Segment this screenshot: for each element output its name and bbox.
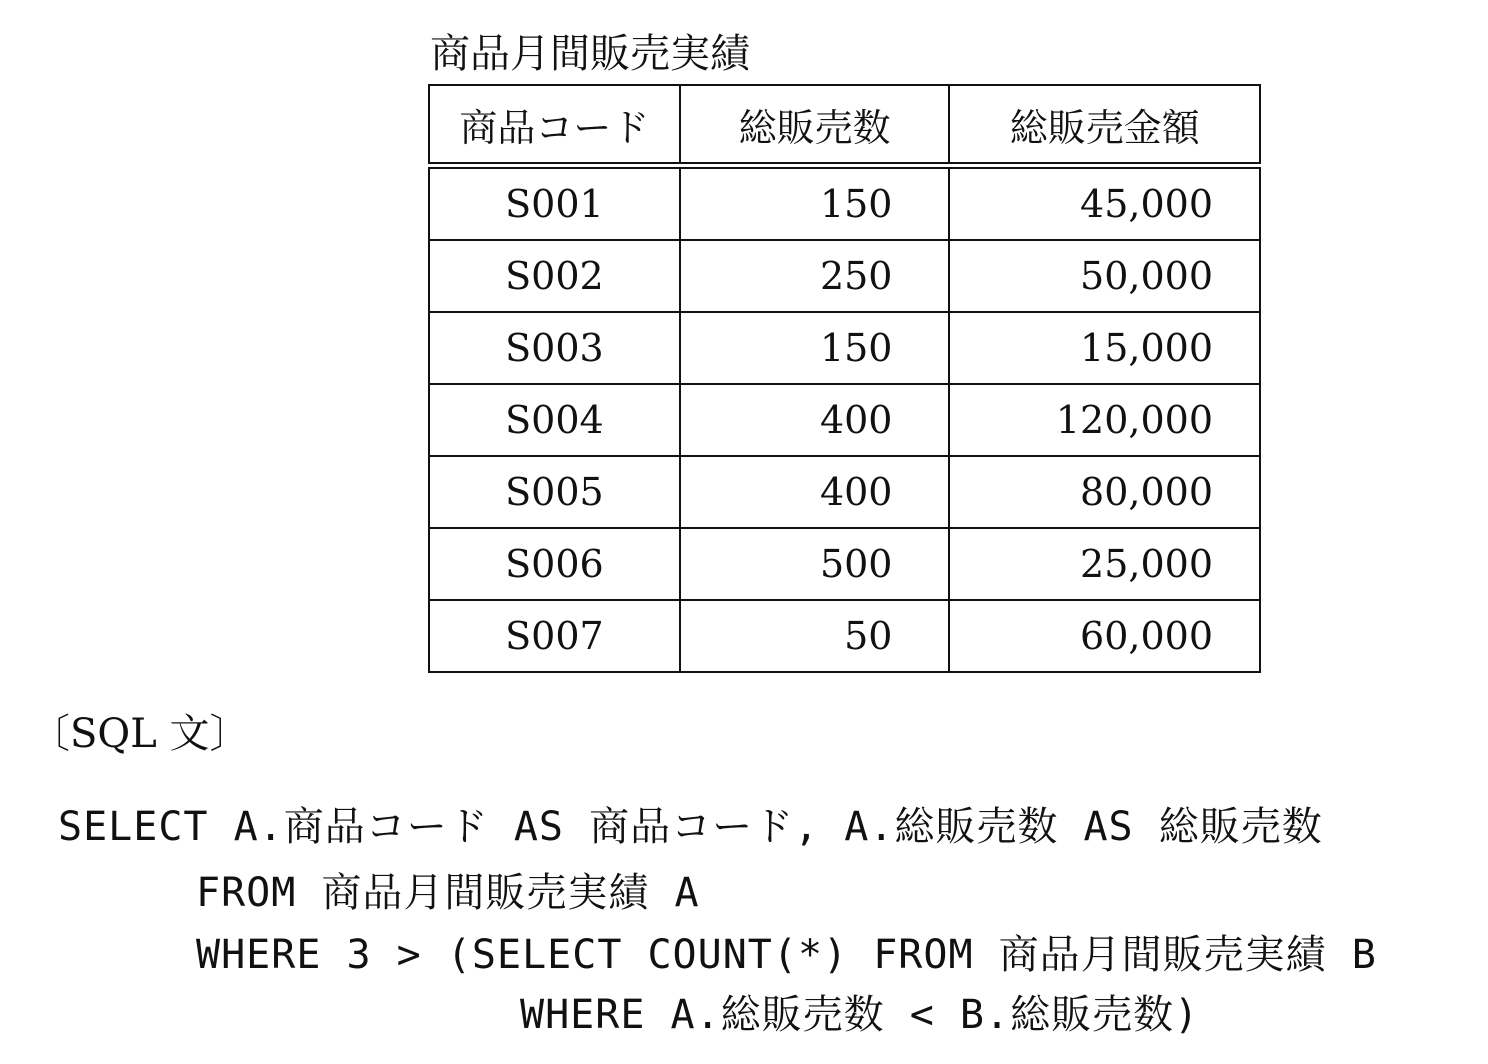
cell-total-quantity: 150 xyxy=(680,312,950,384)
table-row xyxy=(429,528,1260,600)
cell-total-quantity: 50 xyxy=(680,600,950,672)
cell-total-amount: 25,000 xyxy=(949,528,1260,600)
cell-total-quantity: 400 xyxy=(680,456,950,528)
table-row xyxy=(429,240,1260,312)
table-row xyxy=(429,384,1260,456)
header-product-code: 商品コード xyxy=(429,85,680,166)
table-row xyxy=(429,600,1260,672)
header-total-amount: 総販売金額 xyxy=(949,85,1260,166)
sales-table xyxy=(428,84,1261,673)
sql-line-where: WHERE 3 > (SELECT COUNT(*) FROM 商品月間販売実績 B xyxy=(196,932,1377,978)
cell-total-quantity: 400 xyxy=(680,384,950,456)
sql-line-from: FROM 商品月間販売実績 A xyxy=(196,870,700,916)
sql-line-select: SELECT A.商品コード AS 商品コード, A.総販売数 AS 総販売数 xyxy=(58,804,1323,850)
cell-product-code: S003 xyxy=(429,312,680,384)
cell-product-code: S002 xyxy=(429,240,680,312)
cell-total-amount: 60,000 xyxy=(949,600,1260,672)
cell-total-quantity: 150 xyxy=(680,166,950,241)
table-row xyxy=(429,166,1260,241)
cell-product-code: S004 xyxy=(429,384,680,456)
cell-total-amount: 50,000 xyxy=(949,240,1260,312)
table-row xyxy=(429,312,1260,384)
cell-total-quantity: 500 xyxy=(680,528,950,600)
cell-total-amount: 80,000 xyxy=(949,456,1260,528)
cell-product-code: S005 xyxy=(429,456,680,528)
cell-total-amount: 120,000 xyxy=(949,384,1260,456)
cell-product-code: S007 xyxy=(429,600,680,672)
cell-product-code: S006 xyxy=(429,528,680,600)
sql-section-label: 〔SQL 文〕 xyxy=(30,711,250,757)
cell-total-quantity: 250 xyxy=(680,240,950,312)
table-header-row xyxy=(429,85,1260,166)
sql-line-subquery-where: WHERE A.総販売数 < B.総販売数) xyxy=(520,992,1200,1038)
cell-total-amount: 45,000 xyxy=(949,166,1260,241)
table-title: 商品月間販売実績 xyxy=(430,31,750,77)
header-total-quantity: 総販売数 xyxy=(680,85,950,166)
cell-total-amount: 15,000 xyxy=(949,312,1260,384)
table-row xyxy=(429,456,1260,528)
cell-product-code: S001 xyxy=(429,166,680,241)
